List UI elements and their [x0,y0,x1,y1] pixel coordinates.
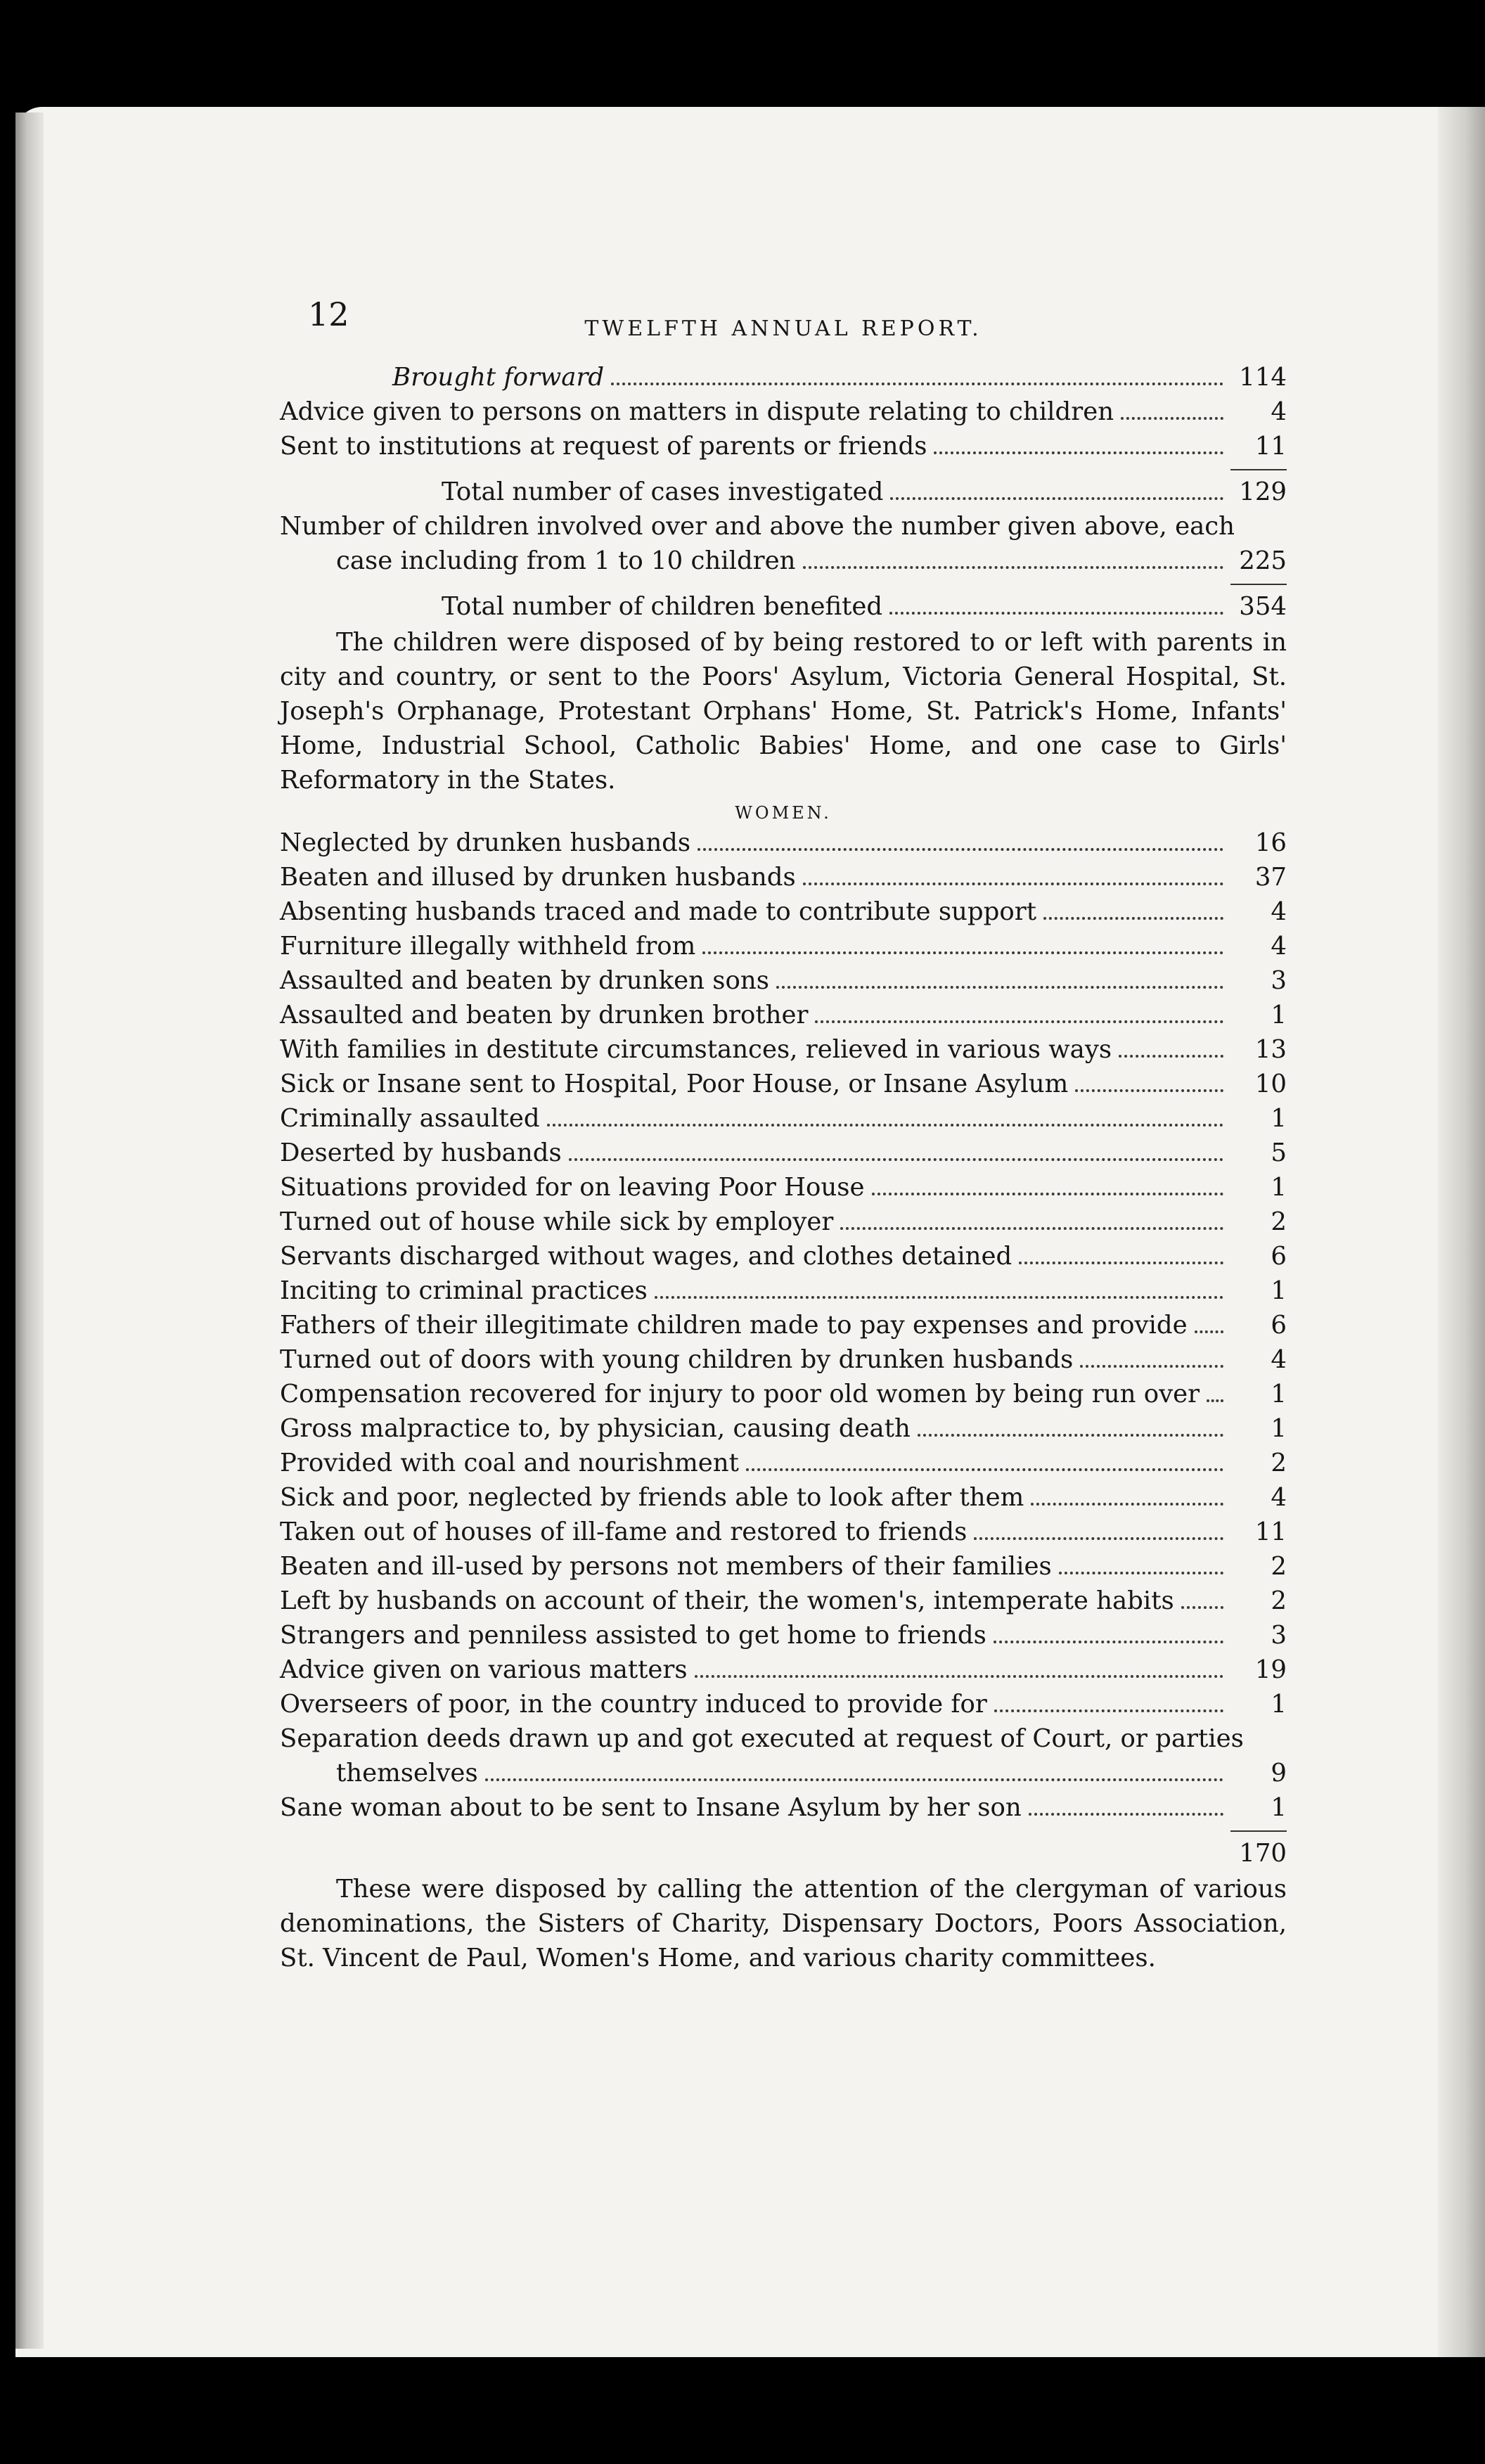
women-row [280,1549,1287,1584]
brought-forward-row [280,360,1287,394]
row-label: Turned out of doors with young children by drunken husbands [280,1345,1074,1374]
women-row [280,1239,1287,1273]
row-value: 2 [1271,1552,1287,1581]
row-label: Strangers and penniless assisted to get home to friends [280,1621,986,1650]
row-label: Advice given to persons on matters in dispute relating to children [280,397,1114,426]
row-value: 1 [1271,1793,1287,1822]
row-value: 1 [1271,1414,1287,1443]
women-row [280,998,1287,1032]
row-label: Turned out of house while sick by employer [280,1207,834,1236]
leader-dots [1195,1330,1223,1333]
row-value: 1 [1271,1690,1287,1719]
women-row [280,1411,1287,1446]
women-row [280,1101,1287,1136]
leader-dots [974,1537,1223,1540]
row-value: 2 [1271,1449,1287,1477]
total-cases-value: 129 [1239,477,1287,506]
leader-dots [1207,1399,1223,1402]
row-value: 4 [1271,1483,1287,1512]
row-label: Beaten and illused by drunken husbands [280,863,796,892]
children-row [280,394,1287,429]
women-row [280,894,1287,929]
leader-dots [803,883,1223,885]
row-label: Provided with coal and nourishment [280,1449,739,1477]
leader-dots [1075,1089,1223,1092]
women-row [280,1653,1287,1687]
row-value: 2 [1271,1207,1287,1236]
row-label: Inciting to criminal practices [280,1276,648,1305]
row-value: 1 [1271,1380,1287,1409]
women-row [280,1584,1287,1618]
women-row [280,929,1287,963]
children-involved-line1: Number of children involved over and above the number given above, each [280,512,1235,541]
row-value: 5 [1271,1138,1287,1167]
women-row [280,1618,1287,1653]
page-number: 12 [308,295,349,333]
leader-dots [1080,1365,1223,1368]
leader-dots [890,497,1223,500]
row-value: 4 [1271,397,1287,426]
women-row [280,963,1287,998]
row-value: 2 [1271,1586,1287,1615]
children-involved-row [280,544,1287,578]
women-row [280,1342,1287,1377]
row-value: 13 [1254,1035,1287,1064]
row-value: 6 [1271,1311,1287,1340]
leader-dots [695,1675,1223,1678]
row-value: 11 [1254,432,1287,461]
row-label: Gross malpractice to, by physician, causing death [280,1414,911,1443]
leader-dots [698,848,1223,851]
leader-dots [1119,1055,1223,1058]
leader-dots [1019,1262,1223,1264]
row-value: 1 [1271,1276,1287,1305]
row-label: Deserted by husbands [280,1138,562,1167]
row-value: 1 [1271,1001,1287,1029]
leader-dots [1043,917,1223,920]
row-label: Neglected by drunken husbands [280,828,691,857]
women-row [280,1273,1287,1308]
leader-dots [485,1778,1223,1781]
row-label: Taken out of houses of ill-fame and restored to friends [280,1517,968,1546]
separation-value: 9 [1271,1759,1287,1788]
total-rule [1230,1830,1287,1832]
total-rule [1230,469,1287,470]
women-total: 170 [1239,1839,1287,1868]
total-children-label: Total number of children benefited [442,592,883,621]
leader-dots [918,1434,1223,1437]
row-value: 11 [1254,1517,1287,1546]
women-disposition-paragraph: These were disposed by calling the attention of the clergyman of various denominations, the Sisters of Charity, Dispensary Doctors, Poors Association, St. Vincent de Paul, Women's Home, and various charity committees. [280,1875,1287,1972]
row-label: Criminally assaulted [280,1104,540,1133]
row-label: Sick and poor, neglected by friends able to look after them [280,1483,1024,1512]
row-label: Overseers of poor, in the country induced to provide for [280,1690,987,1719]
leader-dots [1029,1813,1223,1816]
children-involved-line2: case including from 1 to 10 children [336,546,796,575]
leader-dots [889,612,1223,615]
brought-forward-value: 114 [1239,363,1287,392]
women-row [280,1032,1287,1067]
row-label: Furniture illegally withheld from [280,932,696,961]
row-value: 3 [1271,966,1287,995]
women-row [280,1480,1287,1515]
leader-dots [994,1641,1223,1643]
women-row [280,1377,1287,1411]
running-head: TWELFTH ANNUAL REPORT. [584,316,982,341]
book-spine-edge [15,113,44,2349]
leader-dots [569,1158,1223,1161]
page-content [280,295,1287,1978]
row-label: Compensation recovered for injury to poor old women by being run over [280,1380,1200,1409]
row-value: 3 [1271,1621,1287,1650]
women-row [280,1170,1287,1205]
row-label: Absenting husbands traced and made to contribute support [280,897,1036,926]
row-value: 1 [1271,1104,1287,1133]
leader-dots [994,1709,1223,1712]
row-label: With families in destitute circumstances, relieved in various ways [280,1035,1112,1064]
women-row [280,1067,1287,1101]
women-table [280,826,1287,1721]
row-label: Assaulted and beaten by drunken sons [280,966,769,995]
leader-dots [547,1124,1223,1127]
row-label: Left by husbands on account of their, the women's, intemperate habits [280,1586,1174,1615]
women-row [280,1136,1287,1170]
row-value: 37 [1254,863,1287,892]
page-fold-edge [1438,107,1485,2357]
children-involved-value: 225 [1239,546,1287,575]
row-value: 16 [1254,828,1287,857]
leader-dots [655,1296,1223,1299]
leader-dots [1121,417,1223,420]
leader-dots [776,986,1223,989]
leader-dots [803,566,1223,569]
women-row [280,1205,1287,1239]
separation-line2: themselves [336,1759,478,1788]
row-value: 1 [1271,1173,1287,1202]
leader-dots [872,1193,1223,1195]
row-label: Advice given on various matters [280,1655,688,1684]
total-cases-label: Total number of cases investigated [442,477,884,506]
separation-line1: Separation deeds drawn up and got executed at request of Court, or parties [280,1724,1244,1753]
row-value: 4 [1271,897,1287,926]
women-row [280,1515,1287,1549]
women-section-heading: WOMEN. [735,803,832,823]
women-row [280,1687,1287,1721]
leader-dots [840,1227,1223,1230]
leader-dots [815,1020,1223,1023]
brought-forward-label: Brought forward [392,363,605,392]
row-label: Fathers of their illegitimate children made to pay expenses and provide [280,1311,1188,1340]
women-row [280,1790,1287,1825]
children-disposition-paragraph: The children were disposed of by being restored to or left with parents in city and country, or sent to the Poors' Asylum, Victoria General Hospital, St. Joseph's Orphanage, Protestant Orphans' Home, St. Patrick's Home, Infants' Home, Industrial School, Catholic Babies' Home, and one case to Girls' Reformatory in the States. [280,628,1287,795]
children-row [280,429,1287,463]
leader-dots [1031,1503,1223,1506]
leader-dots [1059,1572,1223,1574]
women-row [280,1308,1287,1342]
women-row [280,1446,1287,1480]
total-children-value: 354 [1239,592,1287,621]
leader-dots [746,1468,1223,1471]
row-value: 10 [1254,1070,1287,1098]
row-label: Situations provided for on leaving Poor House [280,1173,865,1202]
page-header [280,295,1287,345]
row-value: 4 [1271,932,1287,961]
leader-dots [702,951,1223,954]
row-value: 19 [1254,1655,1287,1684]
row-value: 4 [1271,1345,1287,1374]
row-label: Sane woman about to be sent to Insane Asylum by her son [280,1793,1022,1822]
leader-dots [611,383,1223,385]
row-label: Beaten and ill-used by persons not members of their families [280,1552,1052,1581]
women-row [280,826,1287,860]
separation-row [280,1756,1287,1790]
leader-dots [934,451,1223,454]
total-cases-row [280,475,1287,509]
row-label: Assaulted and beaten by drunken brother [280,1001,809,1029]
row-label: Servants discharged without wages, and clothes detained [280,1242,1012,1271]
women-row [280,860,1287,894]
total-children-row [280,589,1287,624]
row-value: 6 [1271,1242,1287,1271]
leader-dots [1181,1606,1223,1609]
row-label: Sent to institutions at request of parents or friends [280,432,927,461]
row-label: Sick or Insane sent to Hospital, Poor House, or Insane Asylum [280,1070,1069,1098]
total-rule [1230,584,1287,585]
